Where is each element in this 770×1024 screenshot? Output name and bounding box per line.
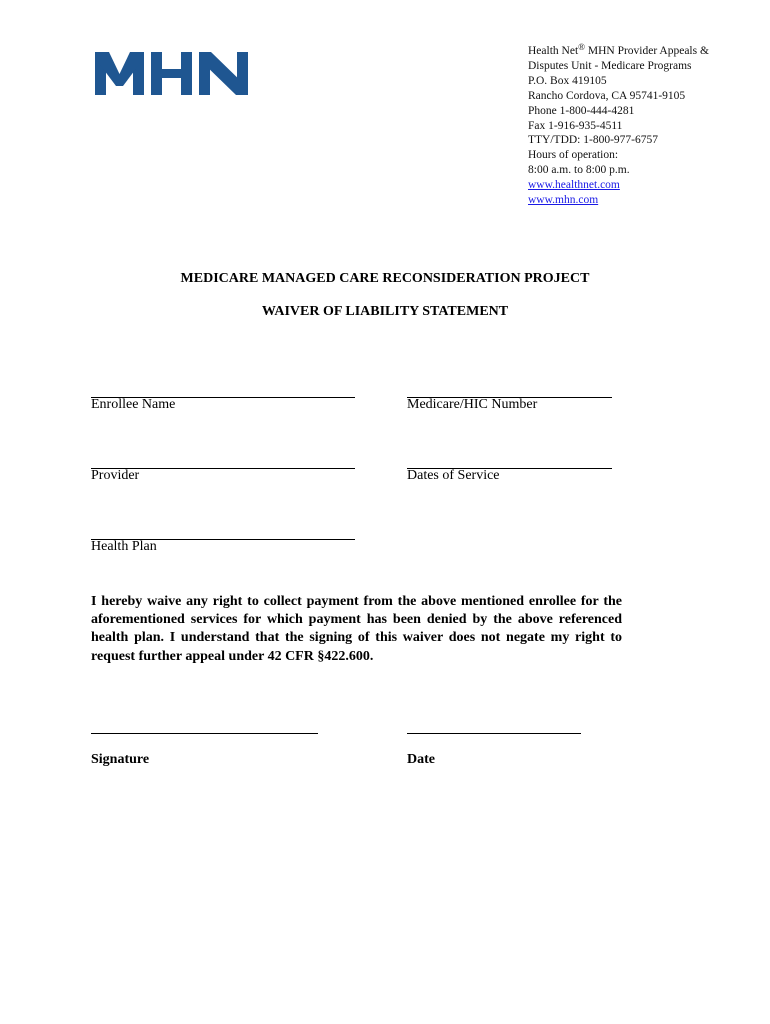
provider-label: Provider (91, 468, 140, 483)
enrollee-name-label: Enrollee Name (91, 397, 176, 412)
dates-of-service-label: Dates of Service (407, 468, 500, 483)
po-box: P.O. Box 419105 (528, 74, 607, 87)
waiver-statement: I hereby waive any right to collect payment from the above mentioned enrollee for the aforementioned services for which payment has been denied by the above referenced health plan. I understand that the signing of this waiver does not negate my right to request further appeal under 42 CFR §422.600. (91, 594, 622, 664)
city-state-zip: Rancho Cordova, CA 95741-9105 (528, 89, 686, 102)
address-line-2: Disputes Unit - Medicare Programs (528, 59, 692, 72)
contact-address-block (528, 44, 758, 208)
healthnet-link[interactable]: www.healthnet.com (528, 179, 620, 192)
health-plan-label: Health Plan (91, 539, 157, 554)
hours-value: 8:00 a.m. to 8:00 p.m. (528, 164, 630, 177)
mhn-logo (95, 52, 248, 95)
tty-number: TTY/TDD: 1-800-977-6757 (528, 134, 658, 147)
address-line-1: Health Net® MHN Provider Appeals & (528, 42, 709, 57)
phone-number: Phone 1-800-444-4281 (528, 104, 635, 117)
hours-label: Hours of operation: (528, 149, 619, 162)
date-line[interactable] (407, 733, 581, 734)
mhn-link[interactable]: www.mhn.com (528, 194, 599, 207)
date-label: Date (407, 752, 435, 767)
fax-number: Fax 1-916-935-4511 (528, 119, 623, 132)
document-subtitle: WAIVER OF LIABILITY STATEMENT (261, 304, 509, 319)
signature-line[interactable] (91, 733, 318, 734)
medicare-number-label: Medicare/HIC Number (407, 397, 538, 412)
signature-label: Signature (91, 752, 150, 767)
document-title: MEDICARE MANAGED CARE RECONSIDERATION PROJECT (180, 271, 590, 286)
registered-mark: ® (578, 42, 585, 52)
